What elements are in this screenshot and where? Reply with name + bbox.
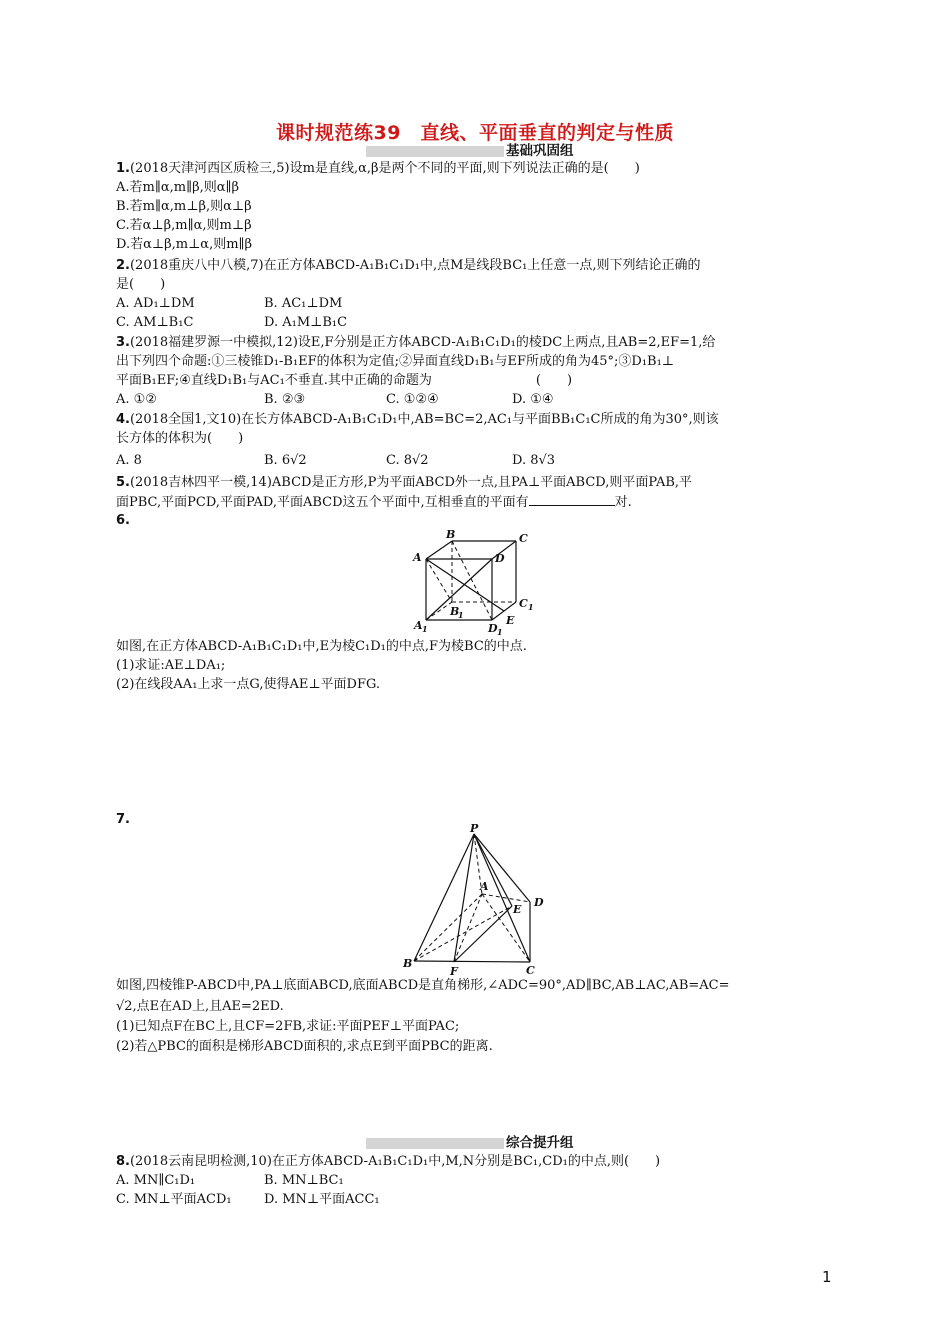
q7-line2: √2,点E在AD上,且AE=2ED. [116,999,284,1014]
q6-number-text: 6. [116,513,130,528]
q4-number: 4. [116,412,130,427]
cube-hidden-diagonal [426,559,452,602]
pyramid-label-b: B [403,957,413,970]
q1-stem-text: (2018天津河西区质检三,5)设m是直线,α,β是两个不同的平面,则下列说法正确的是( ) [129,161,640,176]
cube-label-c1-sub: 1 [528,602,534,612]
pyramid-edge-fe [454,906,512,962]
q1-option-d: D.若α⊥β,m⊥α,则m∥β [116,237,253,252]
q7-line4: (2)若△PBC的面积是梯形ABCD面积的,求点E到平面PBC的距离. [116,1039,493,1054]
cube-label-d1-sub: 1 [497,627,503,636]
q1-number: 1. [116,161,130,176]
pyramid-hidden-ab [414,894,482,961]
cube-figure [410,528,545,636]
pyramid-label-e: E [513,903,522,916]
section-heading-label: 基础巩固组 [506,143,574,159]
q5-number: 5. [116,475,130,490]
q4-stem [116,411,719,429]
q6-number [116,512,130,530]
q3-stem-text: (2018福建罗源一中模拟,12)设E,F分别是正方体ABCD-A₁B₁C₁D₁的棱DC上两点,且AB=2,EF=1,给 [129,335,716,350]
q8-option-d: D. MN⊥平面ACC₁ [264,1192,380,1207]
pyramid-hidden-fa [454,894,482,962]
q5-stem [116,474,692,492]
q6-line1: 如图,在正方体ABCD-A₁B₁C₁D₁中,E为棱C₁D₁的中点,F为棱BC的中点. [116,639,527,654]
pyramid-label-f: F [450,965,458,978]
cube-label-c: C [519,532,528,545]
pyramid-label-c: C [526,964,535,977]
q2-stem-cont: 是( ) [116,277,166,292]
q7-line1: 如图,四棱锥P-ABCD中,PA⊥底面ABCD,底面ABCD是直角梯形,∠ADC=90°,AD∥BC,AB⊥AC,AB=AC= [116,978,730,993]
q3-stem-cont2: 平面B₁EF;④直线D₁B₁与AC₁不垂直.其中正确的命题为 ( ) [116,373,573,388]
pyramid-edge-pf [454,834,474,962]
q4-option-b: B. 6√2 [264,453,307,468]
q3-stem [116,334,715,352]
q5-stem-cont-text: 面PBC,平面PCD,平面PAD,平面ABCD这五个平面中,互相垂直的平面有 [116,495,529,510]
q4-option-a: A. 8 [116,453,142,468]
pyramid-label-d: D [534,896,544,909]
heading-bar [366,146,504,157]
q2-stem [116,257,701,275]
pyramid-edge-pe [474,834,512,906]
q2-option-b: B. AC₁⊥DM [264,296,343,311]
q8-option-c: C. MN⊥平面ACD₁ [116,1192,232,1207]
cube-label-a: A [413,551,422,564]
q5-stem-cont [116,493,632,512]
cube-hidden-edge [426,602,452,620]
q4-stem-text: (2018全国1,文10)在长方体ABCD-A₁B₁C₁D₁中,AB=BC=2,AC₁与平面BB₁C₁C所成的角为30°,则该 [129,412,719,427]
cube-edge [426,541,452,559]
q7-number-text: 7. [116,812,130,827]
cube-label-b1-sub: 1 [458,610,464,620]
pyramid-figure [400,822,550,978]
q7-number [116,811,130,829]
q1-option-b: B.若m∥α,m⊥β,则α⊥β [116,199,252,214]
q2-option-c: C. AM⊥B₁C [116,315,194,330]
cube-label-a1-sub: 1 [422,624,428,634]
q5-stem-text: (2018吉林四平一模,14)ABCD是正方形,P为平面ABCD外一点,且PA⊥平面ABCD,则平面PAB,平 [129,475,693,490]
q5-answer-blank[interactable] [529,493,615,506]
cube-label-e: E [506,614,515,627]
q8-stem-text: (2018云南昆明检测,10)在正方体ABCD-A₁B₁C₁D₁中,M,N分别是BC₁,CD₁的中点,则( ) [129,1154,661,1169]
q7-line3: (1)已知点F在BC上,且CF=2FB,求证:平面PEF⊥平面PAC; [116,1019,460,1034]
q8-option-b: B. MN⊥BC₁ [264,1173,344,1188]
q8-number: 8. [116,1154,130,1169]
q4-option-d: D. 8√3 [512,453,556,468]
cube-label-c1: C [519,597,528,610]
q6-line2: (1)求证:AE⊥DA₁; [116,658,226,673]
q3-number: 3. [116,335,130,350]
pyramid-label-a: A [480,880,489,893]
pyramid-edge-pc [474,834,530,962]
q4-option-c: C. 8√2 [386,453,429,468]
cube-label-b1: B [450,605,460,618]
q2-option-a: A. AD₁⊥DM [116,296,195,311]
q2-number: 2. [116,258,130,273]
q3-option-a: A. ①② [116,392,157,407]
q6-line3: (2)在线段AA₁上求一点G,使得AE⊥平面DFG. [116,677,381,692]
q4-stem-cont: 长方体的体积为( ) [116,431,244,446]
cube-label-d1: D [488,622,498,635]
q1-option-c: C.若α⊥β,m∥α,则m⊥β [116,218,252,233]
cube-label-a1: A [414,619,423,632]
pyramid-edge-bc [414,961,530,962]
q2-option-d: D. A₁M⊥B₁C [264,315,348,330]
q1-stem [116,160,640,178]
page-number: 1 [822,1268,832,1286]
pyramid-edge-pb [414,834,474,961]
q3-option-b: B. ②③ [264,392,306,407]
pyramid-label-p: P [470,822,479,835]
cube-label-d: D [495,552,505,565]
q8-option-a: A. MN∥C₁D₁ [116,1173,196,1188]
q3-stem-cont1: 出下列四个命题:①三棱锥D₁-B₁EF的体积为定值;②异面直线D₁B₁与EF所成的角为45°;③D₁B₁⊥ [116,354,675,369]
section-heading-label: 综合提升组 [506,1135,574,1151]
q3-option-d: D. ①④ [512,392,554,407]
q8-stem [116,1153,660,1171]
q2-stem-text: (2018重庆八中八模,7)在正方体ABCD-A₁B₁C₁D₁中,点M是线段BC₁上任意一点,则下列结论正确的 [129,258,701,273]
q1-option-a: A.若m∥α,m∥β,则α∥β [116,180,240,195]
q5-stem-end: 对. [614,495,632,510]
q3-option-c: C. ①②④ [386,392,439,407]
page-title: 课时规范练39 直线、平面垂直的判定与性质 [276,122,674,144]
heading-bar [366,1138,504,1149]
cube-label-b: B [446,528,456,541]
